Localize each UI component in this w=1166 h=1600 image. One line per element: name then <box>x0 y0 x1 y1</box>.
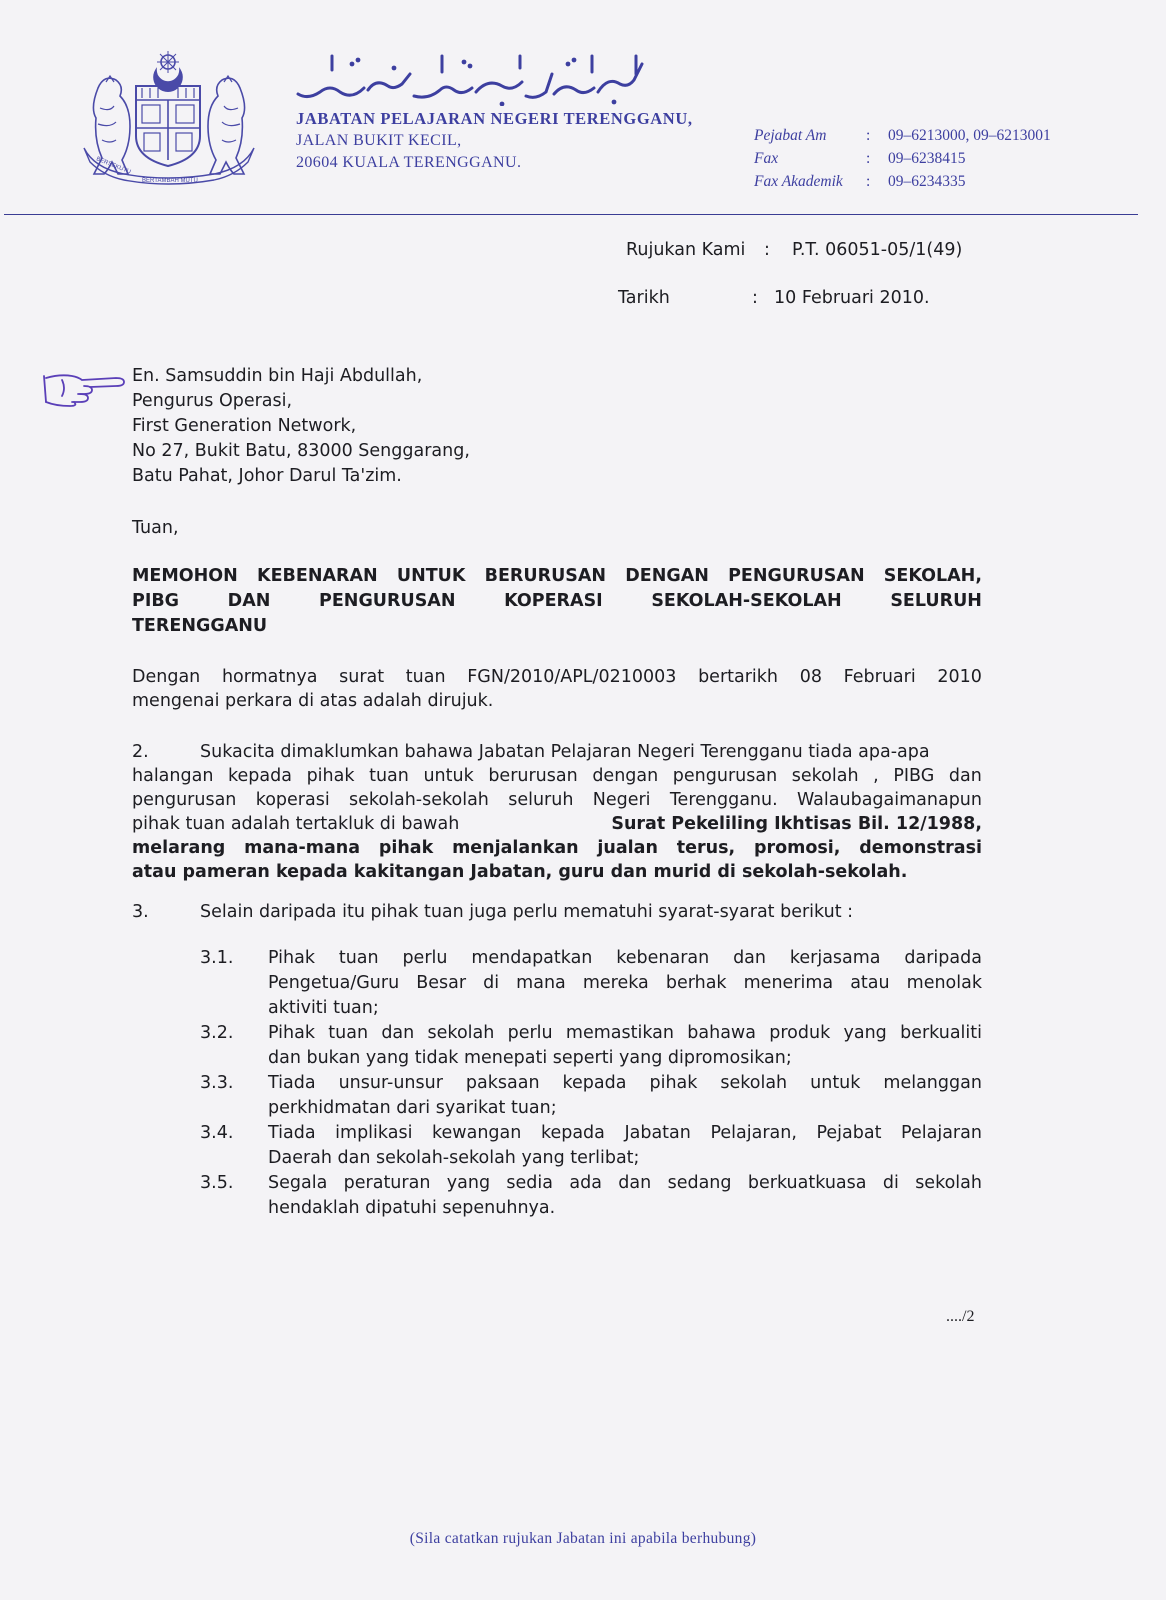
condition-line: hendaklah dipatuhi sepenuhnya. <box>268 1198 556 1218</box>
word: daripada <box>904 948 982 968</box>
reference-value: P.T. 06051-05/1(49) <box>792 240 963 260</box>
paragraph-line <box>132 665 982 689</box>
recipient-line: First Generation Network, <box>132 416 357 436</box>
paragraph-number: 2. <box>132 742 149 762</box>
word: perlu <box>402 948 448 968</box>
word: pengurusan <box>132 790 237 810</box>
organisation-block <box>296 108 693 174</box>
contact-separator: : <box>866 127 871 144</box>
condition-line <box>268 1121 982 1146</box>
word: produk <box>769 1023 831 1043</box>
condition-number: 3.3. <box>200 1073 234 1093</box>
condition-text <box>268 1121 982 1171</box>
word: surat <box>339 667 385 687</box>
word: berkuatkuasa <box>747 1173 867 1193</box>
contact-row <box>754 124 1051 147</box>
word: SEKOLAH, <box>883 566 982 586</box>
word: pengurusan <box>672 766 778 786</box>
word: Pengetua/Guru <box>268 973 400 993</box>
word: demonstrasi <box>859 838 982 858</box>
word: kewangan <box>432 1123 522 1143</box>
paragraph-line <box>132 900 982 924</box>
word: Besar <box>416 973 467 993</box>
contact-value: 09–6213000, 09–6213001 <box>888 127 1051 144</box>
subject-word: KOPERASI <box>504 591 603 611</box>
paragraph-number: 3. <box>132 902 149 922</box>
svg-text:BERTAMBAH MUTU: BERTAMBAH MUTU <box>142 178 198 184</box>
word: tuan <box>405 667 446 687</box>
word: UNTUK <box>396 566 466 586</box>
recipient-address <box>132 364 470 489</box>
paragraph-line-bold <box>132 836 982 860</box>
word: pihak <box>378 838 434 858</box>
word: paksaan <box>465 1073 540 1093</box>
contact-row <box>754 147 1051 170</box>
word: Pejabat <box>816 1123 882 1143</box>
word: dan <box>618 1173 652 1193</box>
paragraph-3 <box>132 900 982 924</box>
condition-line: Daerah dan sekolah-sekolah yang terlibat; <box>268 1148 640 1168</box>
word: bahawa <box>687 1023 756 1043</box>
organisation-address-line-2: 20604 KUALA TERENGGANU. <box>296 154 522 171</box>
footer-note: (Sila catatkan rujukan Jabatan ini apabila berhubung) <box>409 1530 757 1547</box>
word: halangan <box>132 766 214 786</box>
word: kebenaran <box>616 948 710 968</box>
condition-text <box>268 1171 982 1221</box>
paragraph-1 <box>132 665 982 713</box>
paragraph-2 <box>132 740 982 884</box>
word: Negeri <box>592 790 651 810</box>
word: DENGAN <box>625 566 709 586</box>
paragraph-line <box>132 740 982 764</box>
reference-label: Rujukan Kami <box>626 240 746 260</box>
date-row <box>618 288 978 314</box>
conditions-list <box>200 946 982 1221</box>
recipient-line: En. Samsuddin bin Haji Abdullah, <box>132 366 423 386</box>
paragraph-line <box>132 788 982 812</box>
organisation-address-line-1: JALAN BUKIT KECIL, <box>296 132 462 149</box>
word: tuan <box>369 766 409 786</box>
word: yang <box>446 1173 491 1193</box>
letterhead-divider <box>4 214 1138 215</box>
word: sekolah <box>427 1023 495 1043</box>
condition-item <box>200 1071 982 1121</box>
contact-label: Fax <box>754 150 779 167</box>
word: Pelajaran <box>901 1123 982 1143</box>
condition-line <box>268 1021 982 1046</box>
word: KEBENARAN <box>257 566 378 586</box>
word: menerima <box>743 973 834 993</box>
word: Jabatan <box>624 1123 691 1143</box>
circular-reference: Surat Pekeliling Ikhtisas Bil. 12/1988, <box>611 814 982 834</box>
word: unsur-unsur <box>338 1073 443 1093</box>
salutation: Tuan, <box>132 518 179 538</box>
word: Segala <box>268 1173 328 1193</box>
condition-line <box>268 971 982 996</box>
subject-line-2 <box>132 589 982 614</box>
paragraph-line: mengenai perkara di atas adalah dirujuk. <box>132 691 494 711</box>
word: atau <box>850 973 890 993</box>
word: 08 <box>799 667 822 687</box>
word: terus, <box>676 838 736 858</box>
condition-item <box>200 1021 982 1071</box>
word: mereka <box>582 973 649 993</box>
page-continuation: ..../2 <box>946 1308 975 1325</box>
word: MEMOHON <box>132 566 238 586</box>
paragraph-line <box>132 764 982 788</box>
word: tuan <box>328 1023 369 1043</box>
word: bertarikh <box>698 667 779 687</box>
date-value: 10 Februari 2010. <box>774 288 930 308</box>
word: sekolah <box>915 1173 982 1193</box>
condition-item <box>200 946 982 1021</box>
word: seluruh <box>508 790 574 810</box>
condition-text <box>268 1071 982 1121</box>
coat-of-arms-icon <box>78 48 260 192</box>
word: Dengan <box>132 667 201 687</box>
word: di <box>882 1173 899 1193</box>
word: sekolah-sekolah <box>349 790 489 810</box>
condition-line: perkhidmatan dari syarikat tuan; <box>268 1098 557 1118</box>
word: sedang <box>667 1173 732 1193</box>
condition-number: 3.2. <box>200 1023 234 1043</box>
subject-word: PIBG <box>132 591 180 611</box>
contact-value: 09–6238415 <box>888 150 966 167</box>
organisation-name: JABATAN PELAJARAN NEGERI TERENGGANU, <box>296 109 693 128</box>
word: untuk <box>810 1073 861 1093</box>
word: PENGURUSAN <box>728 566 865 586</box>
subject-word: SEKOLAH-SEKOLAH <box>651 591 842 611</box>
word: sedia <box>506 1173 554 1193</box>
word: pihak <box>306 766 355 786</box>
date-label: Tarikh <box>618 288 670 308</box>
condition-line <box>268 946 982 971</box>
word: mendapatkan <box>471 948 593 968</box>
condition-number: 3.4. <box>200 1123 234 1143</box>
svg-text:BERSEKUTU: BERSEKUTU <box>95 156 132 176</box>
condition-text <box>268 946 982 1021</box>
word: sekolah <box>791 766 859 786</box>
word: yang <box>843 1023 887 1043</box>
condition-item <box>200 1171 982 1221</box>
word: koperasi <box>255 790 330 810</box>
word: Tiada <box>268 1073 316 1093</box>
word: dengan <box>592 766 659 786</box>
reference-row <box>626 240 986 266</box>
word: peraturan <box>343 1173 431 1193</box>
word: Walaubagaimanapun <box>797 790 982 810</box>
word: pihak <box>649 1073 698 1093</box>
word: FGN/2010/APL/0210003 <box>467 667 677 687</box>
word: Pihak <box>268 1023 315 1043</box>
word: hormatnya <box>221 667 318 687</box>
contact-label: Pejabat Am <box>754 127 827 144</box>
subject-word: SELURUH <box>890 591 982 611</box>
word: implikasi <box>335 1123 413 1143</box>
word: untuk <box>423 766 474 786</box>
word: 2010 <box>937 667 982 687</box>
word: menolak <box>906 973 982 993</box>
contact-separator: : <box>866 173 871 190</box>
condition-number: 3.1. <box>200 948 234 968</box>
subject-word: PENGURUSAN <box>319 591 456 611</box>
subject-heading <box>132 564 982 639</box>
word: , <box>873 766 879 786</box>
word: kerjasama <box>789 948 881 968</box>
word: perlu <box>507 1023 553 1043</box>
condition-line: dan bukan yang tidak menepati seperti yang dipromosikan; <box>268 1048 792 1068</box>
word: melanggan <box>883 1073 982 1093</box>
reference-separator: : <box>764 240 770 260</box>
contact-value: 09–6234335 <box>888 173 966 190</box>
pointing-hand-icon <box>40 368 128 408</box>
word: kepada <box>562 1073 627 1093</box>
word: jualan <box>597 838 658 858</box>
recipient-line: No 27, Bukit Batu, 83000 Senggarang, <box>132 441 470 461</box>
word: dan <box>733 948 767 968</box>
word: dan <box>381 1023 415 1043</box>
word: BERURUSAN <box>484 566 607 586</box>
paragraph-text: Selain daripada itu pihak tuan juga perlu mematuhi syarat-syarat berikut : <box>200 902 854 922</box>
paragraph-line <box>132 812 982 836</box>
word: Tiada <box>268 1123 316 1143</box>
word: tuan <box>338 948 379 968</box>
word: mana <box>516 973 566 993</box>
condition-number: 3.5. <box>200 1173 234 1193</box>
word: kepada <box>228 766 292 786</box>
word: melarang <box>132 838 226 858</box>
condition-line: aktiviti tuan; <box>268 998 379 1018</box>
word: PIBG <box>893 766 935 786</box>
date-separator: : <box>752 288 758 308</box>
jawi-wordmark <box>292 50 658 106</box>
word: berkualiti <box>900 1023 982 1043</box>
subject-line-1 <box>132 564 982 589</box>
word: dan <box>948 766 982 786</box>
word: Pihak <box>268 948 315 968</box>
word: menjalankan <box>452 838 579 858</box>
paragraph-line-bold: atau pameran kepada kakitangan Jabatan, guru dan murid di sekolah-sekolah. <box>132 862 908 882</box>
paragraph-text: Sukacita dimaklumkan bahawa Jabatan Pelajaran Negeri Terengganu tiada apa-apa <box>200 742 930 762</box>
contact-table <box>754 124 1051 193</box>
condition-line <box>268 1171 982 1196</box>
condition-text <box>268 1021 982 1071</box>
condition-item <box>200 1121 982 1171</box>
word: Pelajaran, <box>710 1123 797 1143</box>
contact-label: Fax Akademik <box>754 173 843 190</box>
word: berurusan <box>488 766 578 786</box>
subject-line-3: TERENGGANU <box>132 616 268 636</box>
recipient-line: Pengurus Operasi, <box>132 391 293 411</box>
word: Februari <box>843 667 916 687</box>
contact-row <box>754 170 1051 193</box>
word: sekolah <box>720 1073 788 1093</box>
word: kepada <box>540 1123 605 1143</box>
condition-line <box>268 1071 982 1096</box>
word: memastikan <box>565 1023 674 1043</box>
recipient-line: Batu Pahat, Johor Darul Ta'zim. <box>132 466 402 486</box>
word: promosi, <box>753 838 841 858</box>
contact-separator: : <box>866 150 871 167</box>
subject-word: DAN <box>227 591 271 611</box>
word: Terengganu. <box>669 790 778 810</box>
word: mana-mana <box>244 838 361 858</box>
word: berhak <box>665 973 727 993</box>
word: di <box>483 973 500 993</box>
paragraph-text: pihak tuan adalah tertakluk di bawah <box>132 814 465 834</box>
word: ada <box>569 1173 602 1193</box>
